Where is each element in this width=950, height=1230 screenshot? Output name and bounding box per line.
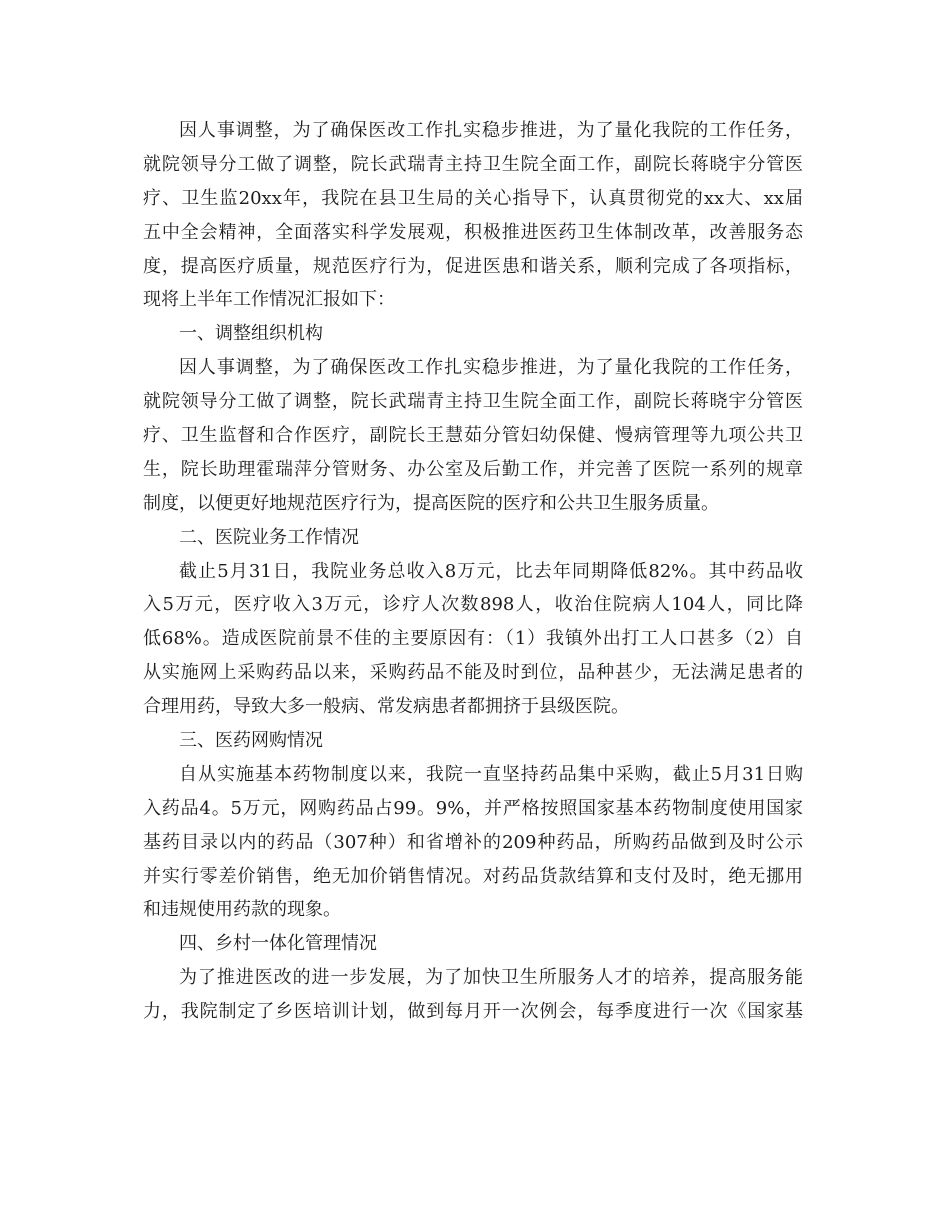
paragraph-line: 自从实施基本药物制度以来，我院一直坚持药品集中采购，截止5月31日购: [179, 763, 803, 785]
paragraph-line: 制度，以便更好地规范医疗行为，提高医院的医疗和公共卫生服务质量。: [143, 492, 719, 514]
paragraph-line: 就院领导分工做了调整，院长武瑞青主持卫生院全面工作，副院长蒋晓宇分管医: [143, 153, 803, 175]
paragraph-line: 疗、卫生监20xx年，我院在县卫生局的关心指导下，认真贯彻党的xx大、xx届: [143, 187, 803, 209]
paragraph-line: 因人事调整，为了确保医改工作扎实稳步推进，为了量化我院的工作任务，: [179, 357, 803, 379]
document-body: [143, 114, 803, 1029]
section-heading: 一、调整组织机构: [179, 323, 323, 345]
paragraph-line: 五中全会精神，全面落实科学发展观，积极推进医药卫生体制改革，改善服务态: [143, 221, 803, 243]
paragraph-line: 因人事调整，为了确保医改工作扎实稳步推进，为了量化我院的工作任务，: [179, 120, 803, 141]
paragraph-line: 截止5月31日，我院业务总收入8万元，比去年同期降低82%。其中药品收: [179, 560, 803, 582]
section-heading: 二、医院业务工作情况: [179, 526, 359, 548]
section-heading: 四、乡村一体化管理情况: [179, 933, 377, 955]
paragraph-line: 合理用药，导致大多一般病、常发病患者都拥挤于县级医院。: [143, 696, 629, 718]
paragraph-line: 就院领导分工做了调整，院长武瑞青主持卫生院全面工作，副院长蒋晓宇分管医: [143, 391, 803, 413]
paragraph-line: 入药品4。5万元，网购药品占99。9%，并严格按照国家基本药物制度使用国家: [143, 797, 803, 819]
paragraph-line: 力，我院制定了乡医培训计划，做到每月开一次例会，每季度进行一次《国家基: [143, 1001, 803, 1023]
paragraph-line: 为了推进医改的进一步发展，为了加快卫生所服务人才的培养，提高服务能: [179, 967, 803, 989]
paragraph-line: 从实施网上采购药品以来，采购药品不能及时到位，品种甚少，无法满足患者的: [143, 662, 803, 684]
section-heading: 三、医药网购情况: [179, 730, 323, 752]
paragraph-line: 并实行零差价销售，绝无加价销售情况。对药品货款结算和支付及时，绝无挪用: [143, 865, 803, 887]
paragraph-line: 和违规使用药款的现象。: [143, 899, 341, 921]
paragraph-line: 现将上半年工作情况汇报如下：: [143, 289, 395, 311]
paragraph-line: 基药目录以内的药品（307种）和省增补的209种药品，所购药品做到及时公示: [143, 831, 803, 853]
paragraph-line: 低68%。造成医院前景不佳的主要原因有：（1）我镇外出打工人口甚多（2）自: [143, 628, 803, 650]
paragraph-line: 生，院长助理霍瑞萍分管财务、办公室及后勤工作，并完善了医院一系列的规章: [143, 458, 803, 480]
paragraph-line: 入5万元，医疗收入3万元，诊疗人次数898人，收治住院病人104人，同比降: [143, 594, 803, 616]
paragraph-line: 度，提高医疗质量，规范医疗行为，促进医患和谐关系，顺利完成了各项指标，: [143, 255, 803, 277]
paragraph-line: 疗、卫生监督和合作医疗，副院长王慧茹分管妇幼保健、慢病管理等九项公共卫: [143, 425, 803, 447]
